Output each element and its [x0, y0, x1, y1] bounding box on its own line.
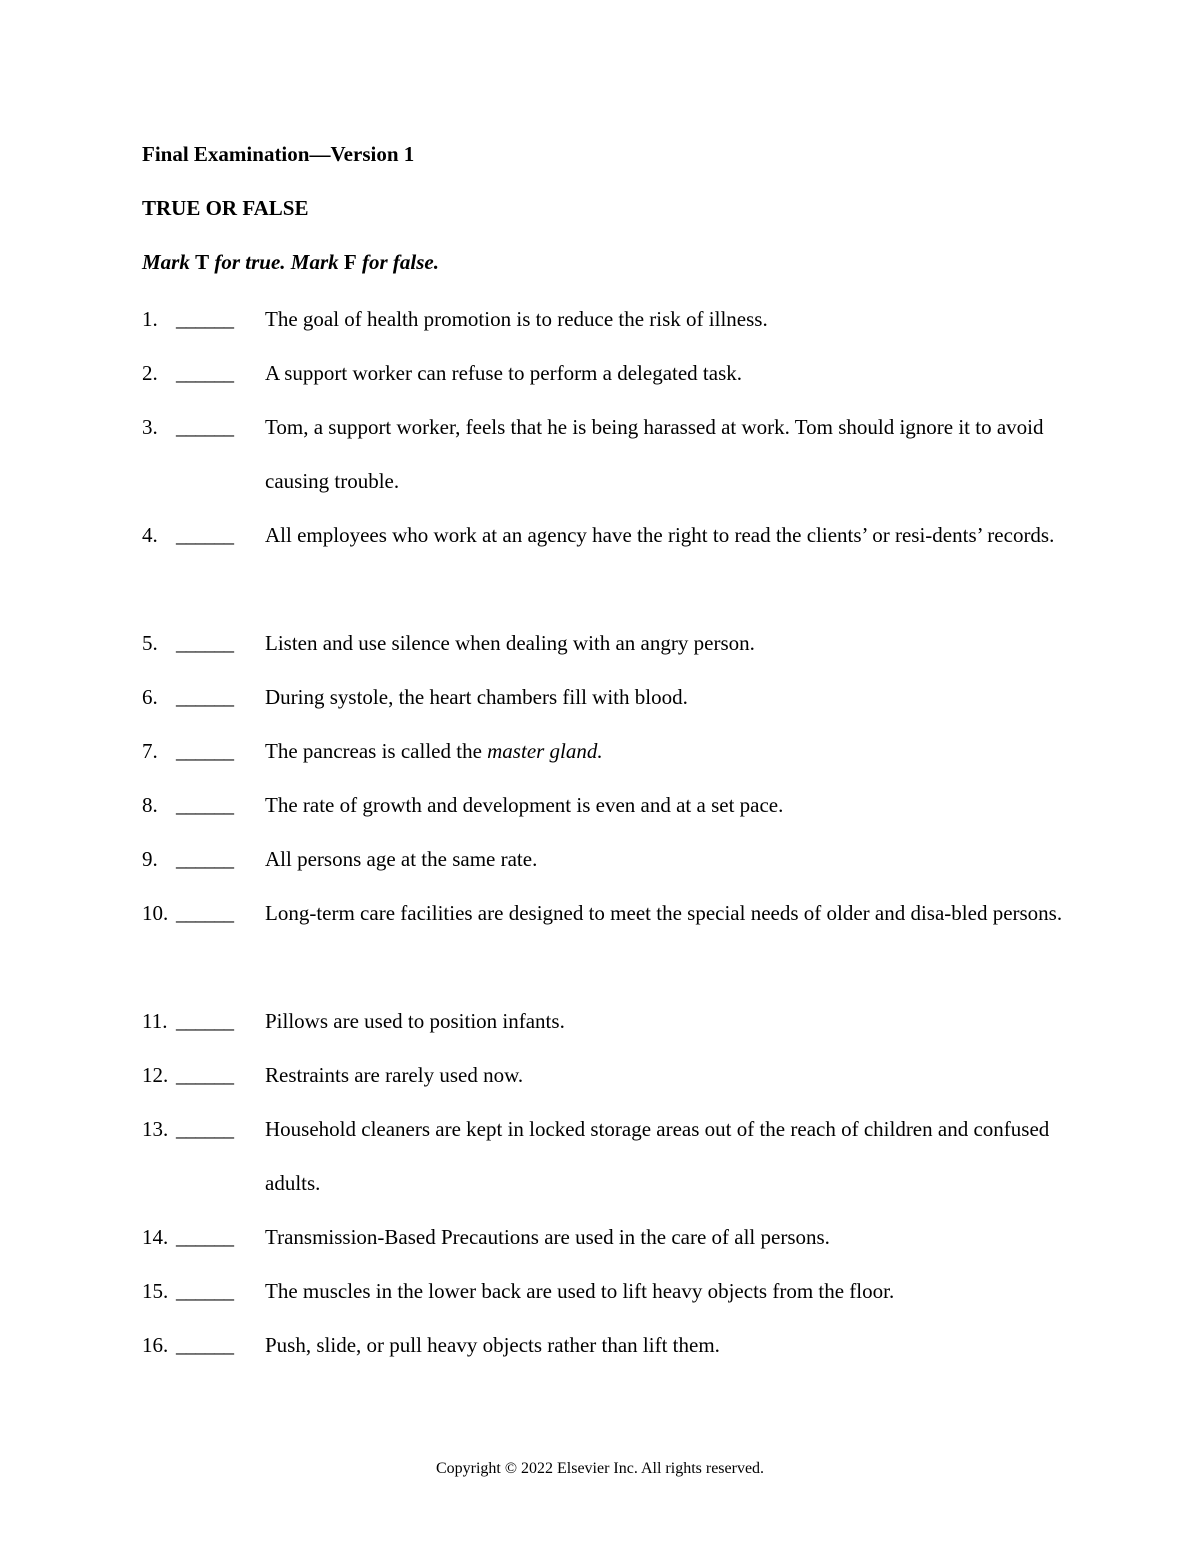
question-number: 3. — [142, 415, 158, 439]
question-6 — [142, 670, 1082, 724]
question-9 — [142, 832, 1082, 886]
question-text: All employees who work at an agency have the right to read the clients’ or resi-dents’ records. — [265, 523, 1055, 547]
question-text: Listen and use silence when dealing with an angry person. — [265, 631, 755, 655]
question-text: Restraints are rarely used now. — [265, 1063, 524, 1087]
answer-blank[interactable]: ______ — [176, 901, 233, 925]
question-number: 6. — [142, 685, 158, 709]
question-text: The muscles in the lower back are used to lift heavy objects from the floor. — [265, 1279, 895, 1303]
answer-blank[interactable]: ______ — [176, 523, 233, 547]
copyright-footer: Copyright © 2022 Elsevier Inc. All rights reserved. — [435, 1460, 765, 1477]
question-number: 13. — [142, 1117, 169, 1141]
question-number: 4. — [142, 523, 158, 547]
question-4 — [142, 508, 1082, 562]
question-number: 1. — [142, 307, 158, 331]
answer-blank[interactable]: ______ — [176, 307, 233, 331]
instructions-part-3: for false. — [356, 250, 439, 274]
question-1 — [142, 292, 1082, 346]
question-16 — [142, 1318, 1082, 1372]
instructions-f: F — [343, 250, 357, 274]
question-text: Household cleaners are kept in locked storage areas out of the reach of children and confused adults. — [265, 1117, 1050, 1195]
answer-blank[interactable]: ______ — [176, 1009, 233, 1033]
question-number: 10. — [142, 901, 169, 925]
question-text: Transmission-Based Precautions are used in the care of all persons. — [265, 1225, 830, 1249]
question-3 — [142, 400, 1082, 508]
question-text: Pillows are used to position infants. — [265, 1009, 565, 1033]
answer-blank[interactable]: ______ — [176, 361, 233, 385]
question-text: Long-term care facilities are designed to meet the special needs of older and disa-bled persons. — [265, 901, 1063, 925]
question-number: 9. — [142, 847, 158, 871]
question-10 — [142, 886, 1082, 940]
question-14 — [142, 1210, 1082, 1264]
answer-blank[interactable]: ______ — [176, 1117, 233, 1141]
question-7 — [142, 724, 1082, 778]
question-text: Tom, a support worker, feels that he is being harassed at work. Tom should ignore it to avoid causing trouble. — [265, 415, 1044, 493]
question-number: 7. — [142, 739, 158, 763]
question-number: 2. — [142, 361, 158, 385]
instructions-part-2: for true. Mark — [209, 250, 344, 274]
question-number: 11. — [142, 1009, 168, 1033]
question-text: A support worker can refuse to perform a delegated task. — [265, 361, 742, 385]
answer-blank[interactable]: ______ — [176, 739, 233, 763]
question-text: The rate of growth and development is even and at a set pace. — [265, 793, 784, 817]
question-12 — [142, 1048, 1082, 1102]
question-2 — [142, 346, 1082, 400]
question-11 — [142, 994, 1082, 1048]
answer-blank[interactable]: ______ — [176, 685, 233, 709]
question-text: During systole, the heart chambers fill with blood. — [265, 685, 688, 709]
question-number: 8. — [142, 793, 158, 817]
question-number: 15. — [142, 1279, 169, 1303]
section-heading: TRUE OR FALSE — [142, 196, 309, 220]
question-text: All persons age at the same rate. — [265, 847, 538, 871]
question-5 — [142, 616, 1082, 670]
answer-blank[interactable]: ______ — [176, 1333, 233, 1357]
answer-blank[interactable]: ______ — [176, 1063, 233, 1087]
question-text: Push, slide, or pull heavy objects rather than lift them. — [265, 1333, 720, 1357]
question-13 — [142, 1102, 1082, 1210]
question-number: 12. — [142, 1063, 169, 1087]
question-number: 5. — [142, 631, 158, 655]
answer-blank[interactable]: ______ — [176, 1225, 233, 1249]
instructions-t: T — [195, 250, 210, 274]
instructions-part-1: Mark — [142, 250, 196, 274]
instructions — [142, 250, 439, 275]
question-number: 16. — [142, 1333, 169, 1357]
question-number: 14. — [142, 1225, 169, 1249]
question-text-emphasis: master gland. — [487, 739, 603, 763]
question-text: The goal of health promotion is to reduce the risk of illness. — [265, 307, 768, 331]
answer-blank[interactable]: ______ — [176, 415, 233, 439]
question-text — [265, 724, 1082, 778]
question-15 — [142, 1264, 1082, 1318]
question-8 — [142, 778, 1082, 832]
answer-blank[interactable]: ______ — [176, 793, 233, 817]
answer-blank[interactable]: ______ — [176, 847, 233, 871]
page-title: Final Examination—Version 1 — [142, 142, 415, 166]
answer-blank[interactable]: ______ — [176, 1279, 233, 1303]
question-text-plain: The pancreas is called the — [265, 739, 488, 763]
answer-blank[interactable]: ______ — [176, 631, 233, 655]
